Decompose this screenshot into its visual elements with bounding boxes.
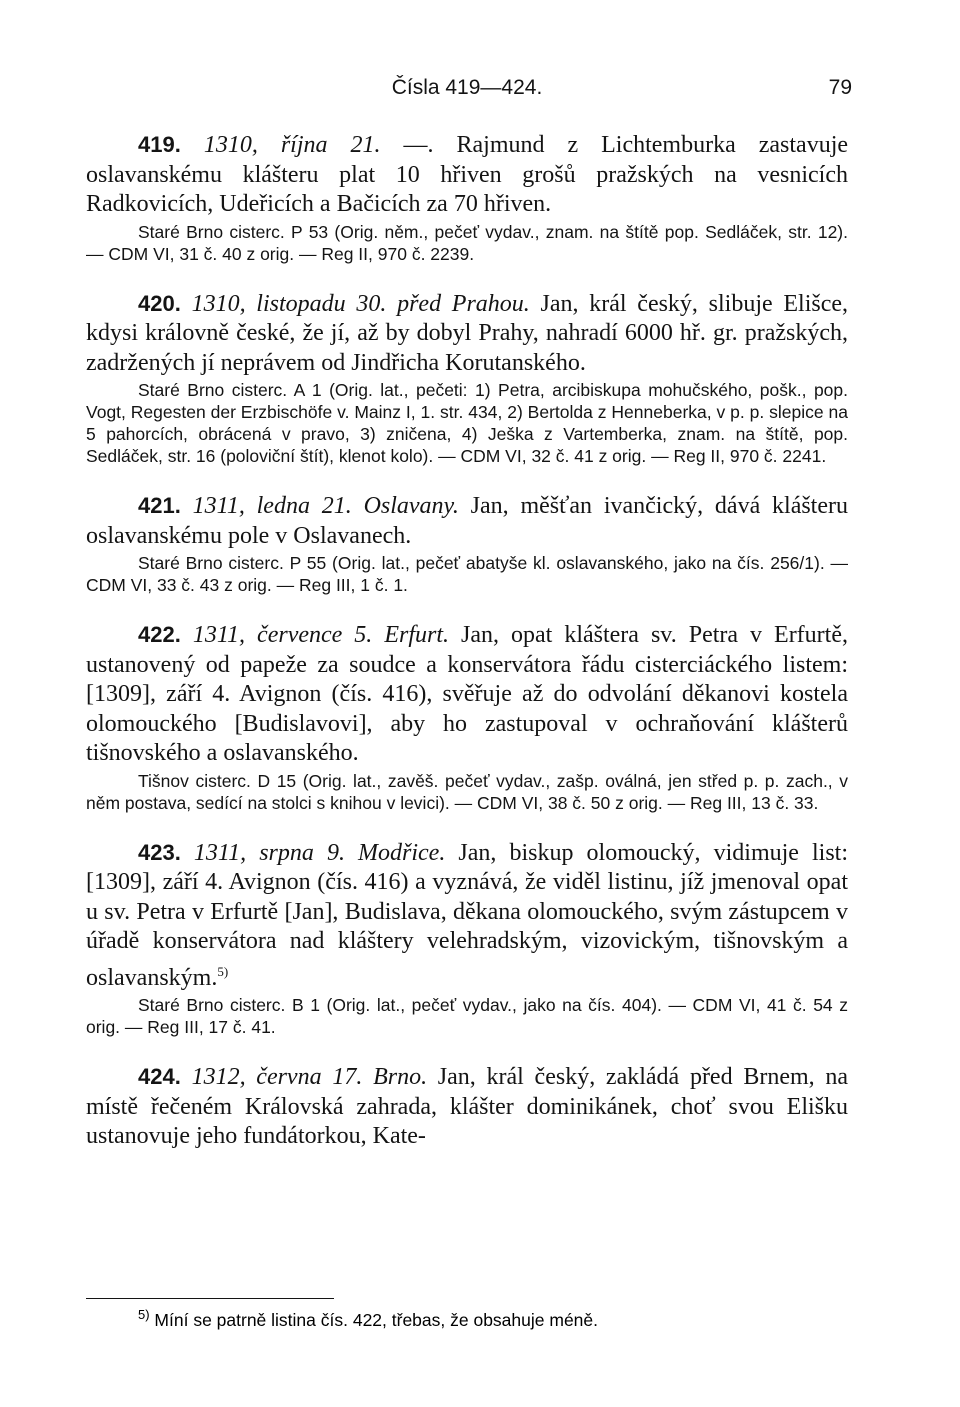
running-header xyxy=(86,76,852,106)
entry-place: Brno. xyxy=(373,1064,428,1090)
source-note: Staré Brno cisterc. P 55 (Orig. lat., pečeť abatyše kl. oslavanského, jako na čís. 256/1). — CDM VI, 33 č. 43 z orig. — Reg III, 1 č. 1. xyxy=(86,553,848,595)
footnote-mark: 5) xyxy=(138,1307,150,1322)
entry-number: 420. xyxy=(138,290,181,316)
entry-424 xyxy=(86,1062,848,1152)
entry-number: 422. xyxy=(138,622,181,647)
regest-text xyxy=(86,1062,848,1152)
entry-420 xyxy=(86,289,848,468)
footnote-text: Míní se patrně listina čís. 422, třebas, že obsahuje méně. xyxy=(149,1309,598,1330)
entry-date: 1312, června 17. xyxy=(191,1064,363,1090)
regest-text xyxy=(86,620,848,769)
source-note: Staré Brno cisterc. P 53 (Orig. něm., pečeť vydav., znam. na štítě pop. Sedláček, str. 12). — CDM VI, 31 č. 40 z orig. — Reg II, 970 č. 2239. xyxy=(86,221,848,264)
entry-body: Jan, opat kláštera sv. Petra v Erfurtě, ustanovený od papeže za soudce a konservátora řádu cisterciáckého listem: [1309], září 4. Avignon (čís. 416), svěřuje až do odvolání děkanovi kostela olomouckého [Budislavovi], aby ho zastupoval v ochraňování klášterů tišnovského a oslavanského. xyxy=(86,622,848,766)
entry-423 xyxy=(86,838,848,1039)
entry-date: 1311, července 5. xyxy=(192,622,373,648)
entry-date: 1310, října 21. xyxy=(203,132,381,158)
entry-421 xyxy=(86,491,848,596)
entry-date: 1311, srpna 9. xyxy=(193,839,345,866)
entry-body: Jan, král český, zakládá před Brnem, na místě řečeném Královská zahrada, klášter dominikánek, choť svou Elišku ustanovuje jeho fundátorkou, Kate- xyxy=(86,1064,849,1149)
regest-text xyxy=(86,838,848,994)
entry-number: 424. xyxy=(138,1064,181,1089)
entry-419 xyxy=(86,130,848,265)
entry-body: Jan, král český, slibuje Elišce, kdysi královně české, že jí, až by dobyl Prahy, nahradí 6000 hř. gr. pražských, zadržených jí neprávem od Jindřicha Korutanského. xyxy=(86,290,849,376)
entry-number: 419. xyxy=(138,132,181,157)
header-title: Čísla 419—424. xyxy=(391,76,543,99)
entry-date: 1311, ledna 21. xyxy=(192,493,352,519)
source-note: Staré Brno cisterc. B 1 (Orig. lat., pečeť vydav., jako na čís. 404). — CDM VI, 41 č. 54 z orig. — Reg III, 17 č. 41. xyxy=(86,995,848,1037)
entry-place: Modřice. xyxy=(358,839,446,866)
entry-body: Jan, měšťan ivančický, dává klášteru oslavanskému pole v Oslavanech. xyxy=(86,493,848,549)
source-note: Staré Brno cisterc. A 1 (Orig. lat., pečeti: 1) Petra, arcibiskupa mohučského, pošk., pop. Vogt, Regesten der Erzbischöfe v. Mainz I, 1. str. 434, 2) Bertolda z Henneberka, v p. p. slepice na 5 pahorcích, obrácená v pravo, 3) zničena, 4) Ješka z Vartemberka, znam. na štítě, pop. Sedláček, str. 16 (poloviční štít), klenot kolo). — CDM VI, 32 č. 41 z orig. — Reg II, 970 č. 2241. xyxy=(86,380,848,466)
regest-text xyxy=(86,130,848,220)
entry-body: —. Rajmund z Lichtemburka zastavuje oslavanskému klášteru plat 10 hřiven grošů pražských na vesnicích Radkovicích, Udeřicích a Bačicích za 70 hřiven. xyxy=(86,132,849,217)
footnote-divider xyxy=(86,1298,334,1299)
entry-place: před Prahou. xyxy=(397,290,530,317)
regest-text xyxy=(86,289,848,379)
page-number: 79 xyxy=(828,76,852,99)
entry-number: 421. xyxy=(138,493,181,518)
entry-body: Jan, biskup olomoucký, vidimuje list: [1309], září 4. Avignon (čís. 416) a vyznává, že viděl listinu, jíž jmenoval opat u sv. Petra v Erfurtě [Jan], Budislava, děkana olomouckého, svým zástupcem v úřadě konservátora nad kláštery velehradským, vizovickým, tišnovským a oslavanským. xyxy=(86,839,849,991)
entry-number: 423. xyxy=(138,839,181,865)
entry-date: 1310, listopadu 30. xyxy=(191,290,387,317)
source-note: Tišnov cisterc. D 15 (Orig. lat., zavěš. pečeť vydav., zašp. oválná, jen střed p. p. zach., v něm postava, sedící na stolci s knihou v levici). — CDM VI, 38 č. 50 z orig. — Reg III, 13 č. 33. xyxy=(86,770,848,813)
entry-place: Erfurt. xyxy=(384,622,449,648)
footnote xyxy=(138,1304,848,1331)
footnote-reference[interactable]: 5) xyxy=(217,963,229,979)
entry-place: Oslavany. xyxy=(363,493,459,519)
regest-text xyxy=(86,491,848,551)
entry-422 xyxy=(86,620,848,814)
